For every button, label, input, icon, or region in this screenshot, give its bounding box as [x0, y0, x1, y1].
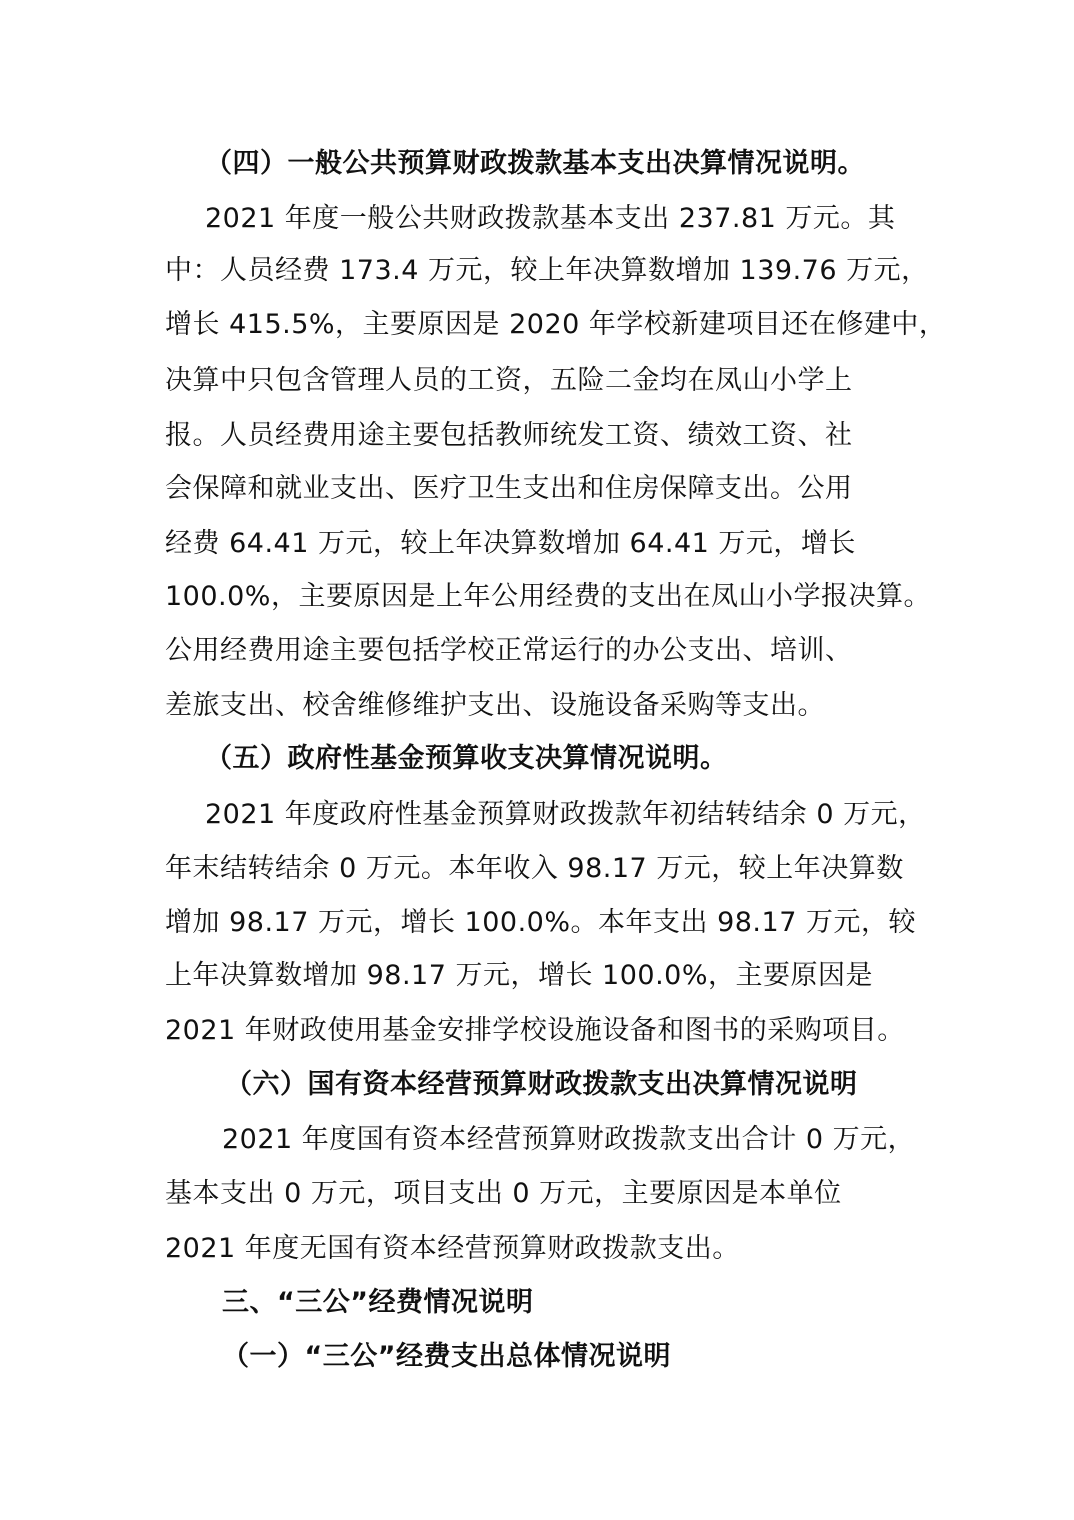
section-4-line-7: 经费 64.41 万元，较上年决算数增加 64.41 万元，增长: [165, 528, 856, 559]
section-5-line-2: 年末结转结余 0 万元。本年收入 98.17 万元，较上年决算数: [165, 853, 904, 884]
section-4-line-3: 增长 415.5%，主要原因是 2020 年学校新建项目还在修建中，: [165, 309, 947, 340]
section-4-line-8: 100.0%，主要原因是上年公用经费的支出在凤山小学报决算。: [165, 581, 931, 612]
section-6-line-2: 基本支出 0 万元，项目支出 0 万元，主要原因是本单位: [165, 1178, 842, 1209]
section-4-line-4: 决算中只包含管理人员的工资，五险二金均在凤山小学上: [165, 365, 853, 396]
section-5-line-5: 2021 年财政使用基金安排学校设施设备和图书的采购项目。: [165, 1015, 905, 1046]
section-6-line-3: 2021 年度无国有资本经营预算财政拨款支出。: [165, 1233, 740, 1264]
section-4-line-1: 2021 年度一般公共财政拨款基本支出 237.81 万元。其: [205, 203, 896, 234]
section-4-line-5: 报。人员经费用途主要包括教师统发工资、绩效工资、社: [165, 420, 853, 451]
section-4-line-6: 会保障和就业支出、医疗卫生支出和住房保障支出。公用: [165, 473, 853, 504]
section-5-line-3: 增加 98.17 万元，增长 100.0%。本年支出 98.17 万元，较: [165, 907, 916, 938]
section-3-heading: 三、“三公”经费情况说明: [222, 1287, 534, 1318]
section-4-line-9: 公用经费用途主要包括学校正常运行的办公支出、培训、: [165, 635, 853, 666]
section-3-1-heading: （一）“三公”经费支出总体情况说明: [222, 1341, 671, 1372]
section-5-line-1: 2021 年度政府性基金预算财政拨款年初结转结余 0 万元，: [205, 799, 926, 830]
section-4-heading: （四）一般公共预算财政拨款基本支出决算情况说明。: [205, 148, 865, 179]
section-6-line-1: 2021 年度国有资本经营预算财政拨款支出合计 0 万元，: [222, 1124, 916, 1155]
section-6-heading: （六）国有资本经营预算财政拨款支出决算情况说明: [225, 1069, 858, 1100]
section-5-heading: （五）政府性基金预算收支决算情况说明。: [205, 743, 728, 774]
section-5-line-4: 上年决算数增加 98.17 万元，增长 100.0%，主要原因是: [165, 960, 873, 991]
section-4-line-10: 差旅支出、校舍维修维护支出、设施设备采购等支出。: [165, 690, 825, 721]
section-4-line-2: 中：人员经费 173.4 万元，较上年决算数增加 139.76 万元，: [165, 255, 929, 286]
